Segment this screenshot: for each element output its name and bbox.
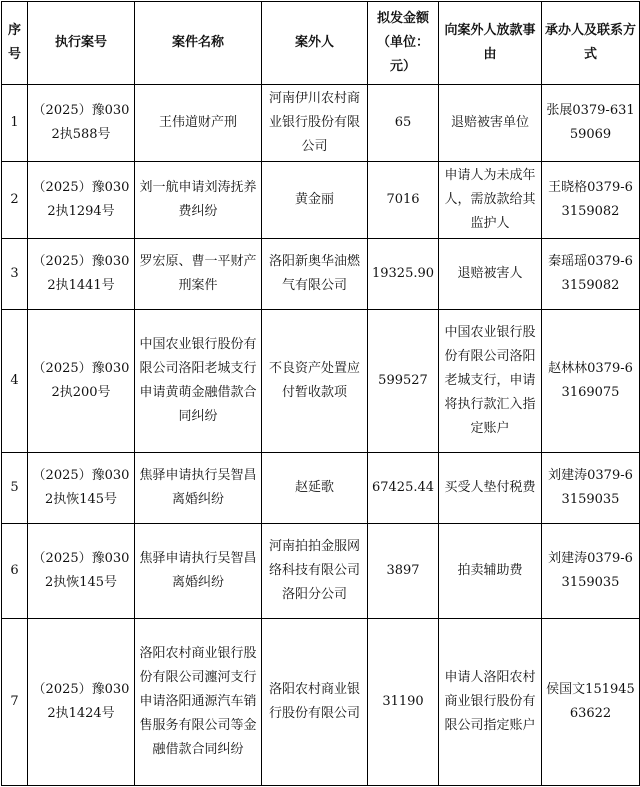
header-amount: 拟发金额（单位：元）: [368, 2, 439, 85]
cell-seq: 7: [2, 619, 28, 786]
table-row: [2, 239, 640, 310]
cell-handler: 王晓格0379-63159082: [542, 162, 640, 239]
table-row: [2, 453, 640, 524]
cell-seq: 4: [2, 310, 28, 453]
cell-outsider: 河南伊川农村商业银行股份有限公司: [262, 85, 368, 162]
cell-outsider: 河南拍拍金服网络科技有限公司洛阳分公司: [262, 524, 368, 619]
cell-case-no: （2025）豫0302执1441号: [28, 239, 135, 310]
cell-seq: 5: [2, 453, 28, 524]
cell-case-name: 刘一航申请刘涛抚养费纠纷: [135, 162, 262, 239]
cell-case-name: 罗宏原、曹一平财产刑案件: [135, 239, 262, 310]
cell-reason: 退赔被害单位: [439, 85, 542, 162]
cell-seq: 2: [2, 162, 28, 239]
cell-handler: 赵林林0379-63169075: [542, 310, 640, 453]
cell-handler: 秦瑶瑶0379-63159082: [542, 239, 640, 310]
cell-case-name: 洛阳农村商业银行股份有限公司瀍河支行申请洛阳通源汽车销售服务有限公司等金融借款合同纠纷: [135, 619, 262, 786]
cell-amount: 31190: [368, 619, 439, 786]
table-row: [2, 162, 640, 239]
cell-case-name: 王伟道财产刑: [135, 85, 262, 162]
cell-reason: 退赔被害人: [439, 239, 542, 310]
table-row: [2, 619, 640, 786]
cell-case-name: 焦驿申请执行吴智昌离婚纠纷: [135, 453, 262, 524]
cell-handler: 张展0379-63159069: [542, 85, 640, 162]
cell-handler: 刘建涛0379-63159035: [542, 524, 640, 619]
cell-outsider: 不良资产处置应付暂收款项: [262, 310, 368, 453]
cell-reason: 申请人洛阳农村商业银行股份有限公司指定账户: [439, 619, 542, 786]
cell-case-no: （2025）豫0302执1294号: [28, 162, 135, 239]
header-reason: 向案外人放款事由: [439, 2, 542, 85]
cell-case-no: （2025）豫0302执恢145号: [28, 453, 135, 524]
cell-amount: 599527: [368, 310, 439, 453]
cell-amount: 67425.44: [368, 453, 439, 524]
cell-amount: 7016: [368, 162, 439, 239]
cell-reason: 申请人为未成年人，需放款给其监护人: [439, 162, 542, 239]
cell-handler: 刘建涛0379-63159035: [542, 453, 640, 524]
disbursement-table: [1, 1, 640, 786]
cell-outsider: 赵延歌: [262, 453, 368, 524]
cell-seq: 3: [2, 239, 28, 310]
header-seq: 序号: [2, 2, 28, 85]
cell-seq: 1: [2, 85, 28, 162]
cell-amount: 3897: [368, 524, 439, 619]
cell-amount: 19325.90: [368, 239, 439, 310]
cell-outsider: 黄金丽: [262, 162, 368, 239]
cell-reason: 买受人垫付税费: [439, 453, 542, 524]
cell-outsider: 洛阳新奥华油燃气有限公司: [262, 239, 368, 310]
cell-case-no: （2025）豫0302执恢145号: [28, 524, 135, 619]
table-row: [2, 310, 640, 453]
cell-reason: 中国农业银行股份有限公司洛阳老城支行，申请将执行款汇入指定账户: [439, 310, 542, 453]
cell-case-name: 中国农业银行股份有限公司洛阳老城支行申请黄萌金融借款合同纠纷: [135, 310, 262, 453]
cell-seq: 6: [2, 524, 28, 619]
header-case-no: 执行案号: [28, 2, 135, 85]
header-case-name: 案件名称: [135, 2, 262, 85]
header-handler: 承办人及联系方式: [542, 2, 640, 85]
cell-outsider: 洛阳农村商业银行股份有限公司: [262, 619, 368, 786]
cell-reason: 拍卖辅助费: [439, 524, 542, 619]
cell-case-no: （2025）豫0302执200号: [28, 310, 135, 453]
cell-case-name: 焦驿申请执行吴智昌离婚纠纷: [135, 524, 262, 619]
table-row: [2, 524, 640, 619]
cell-case-no: （2025）豫0302执1424号: [28, 619, 135, 786]
cell-handler: 侯国文15194563622: [542, 619, 640, 786]
table-row: [2, 85, 640, 162]
header-row: [2, 2, 640, 85]
cell-case-no: （2025）豫0302执588号: [28, 85, 135, 162]
header-outsider: 案外人: [262, 2, 368, 85]
cell-amount: 65: [368, 85, 439, 162]
